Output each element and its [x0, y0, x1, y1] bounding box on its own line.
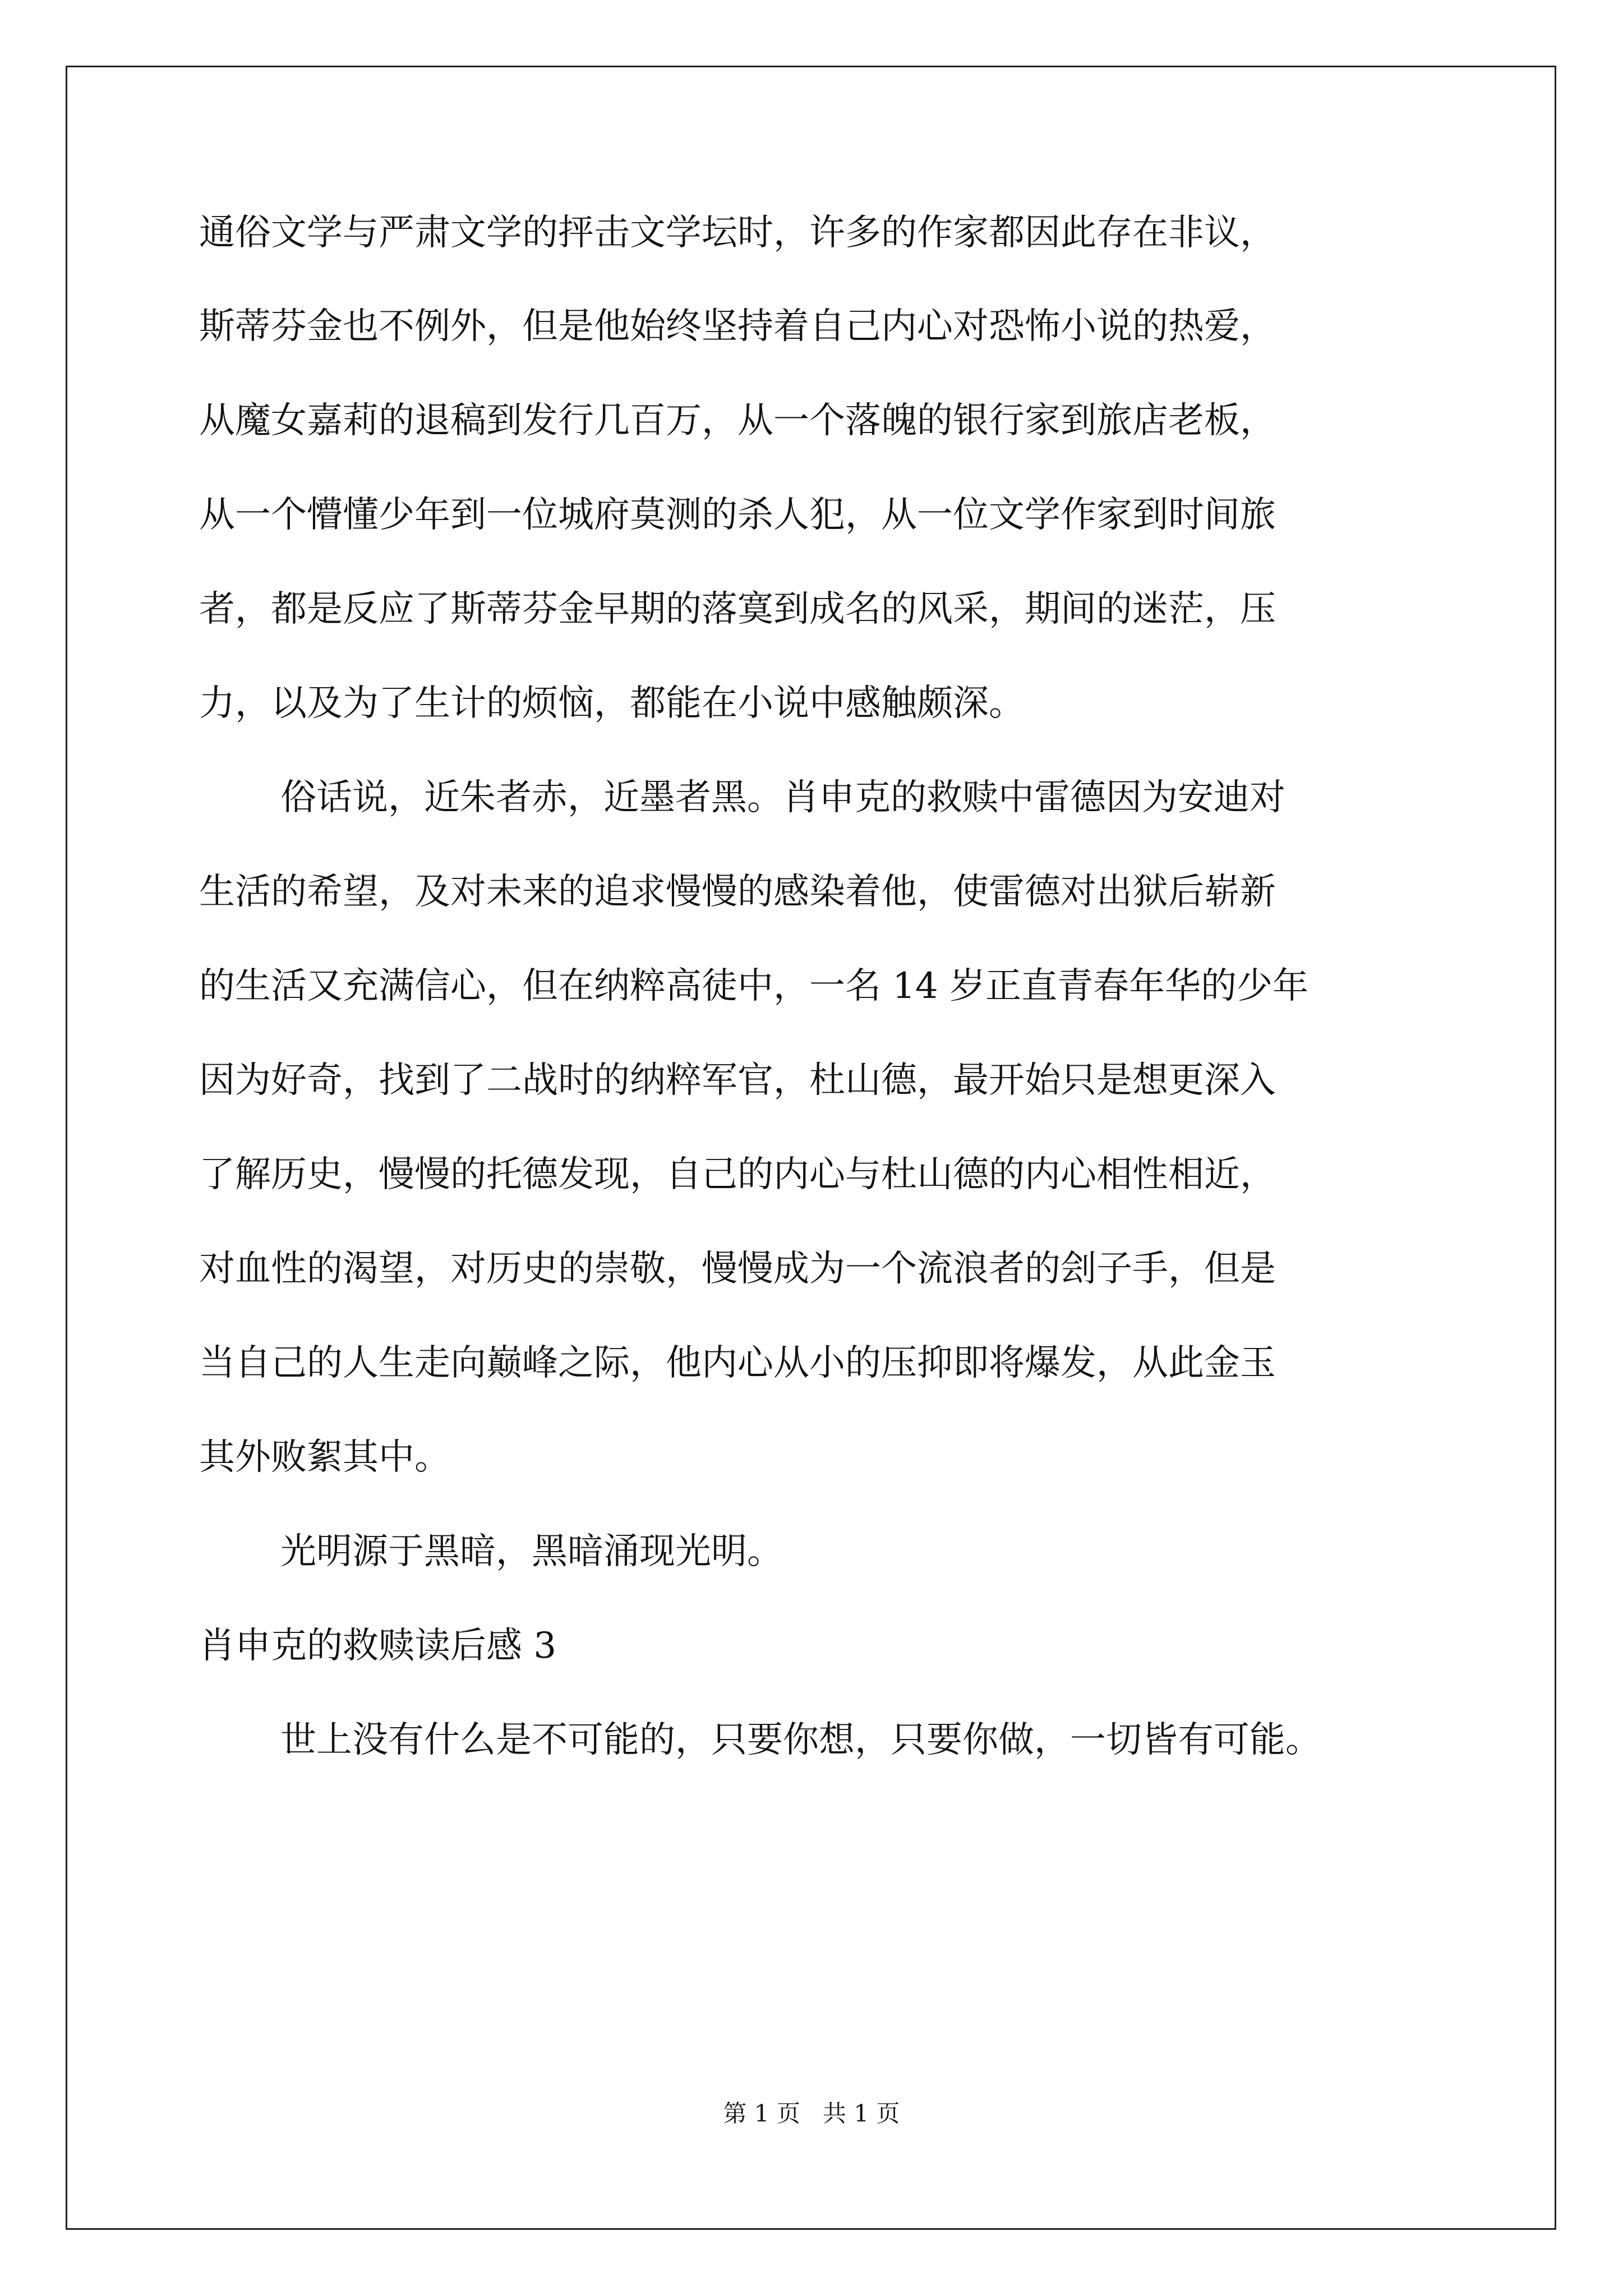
text-line: 因为好奇，找到了二战时的纳粹军官，杜山德，最开始只是想更深入: [199, 1060, 1276, 1101]
text-line: 生活的希望，及对未来的追求慢慢的感染着他，使雷德对出狱后崭新: [199, 871, 1276, 913]
text-line: 对血性的渴望，对历史的崇敬，慢慢成为一个流浪者的刽子手，但是: [199, 1248, 1276, 1290]
text-line: 的生活又充满信心，但在纳粹高徒中，一名 14 岁正直青春年华的少年: [199, 965, 1309, 1007]
section-heading: 肖申克的救赎读后感 3: [199, 1625, 557, 1667]
page-border: [66, 66, 1556, 2230]
text-line: 从魔女嘉莉的退稿到发行几百万，从一个落魄的银行家到旅店老板，: [199, 400, 1276, 441]
text-line: 俗话说，近朱者赤，近墨者黑。肖申克的救赎中雷德因为安迪对: [280, 777, 1285, 818]
text-line: 了解历史，慢慢的托德发现，自己的内心与杜山德的内心相性相近，: [199, 1154, 1276, 1195]
text-line: 通俗文学与严肃文学的抨击文学坛时，许多的作家都因此存在非议，: [199, 212, 1276, 254]
text-line: 斯蒂芬金也不例外，但是他始终坚持着自己内心对恐怖小说的热爱，: [199, 306, 1276, 347]
page-number-footer: 第 1 页 共 1 页: [723, 2100, 900, 2127]
text-line: 力，以及为了生计的烦恼，都能在小说中感触颇深。: [199, 683, 1025, 724]
text-line: 者，都是反应了斯蒂芬金早期的落寞到成名的风采，期间的迷茫，压: [199, 588, 1276, 630]
text-line: 光明源于黑暗，黑暗涌现光明。: [280, 1531, 783, 1572]
text-line: 世上没有什么是不可能的，只要你想，只要你做，一切皆有可能。: [280, 1719, 1321, 1761]
text-line: 其外败絮其中。: [199, 1437, 450, 1478]
text-line: 从一个懵懂少年到一位城府莫测的杀人犯，从一位文学作家到时间旅: [199, 494, 1276, 536]
text-line: 当自己的人生走向巅峰之际，他内心从小的压抑即将爆发，从此金玉: [199, 1342, 1276, 1384]
